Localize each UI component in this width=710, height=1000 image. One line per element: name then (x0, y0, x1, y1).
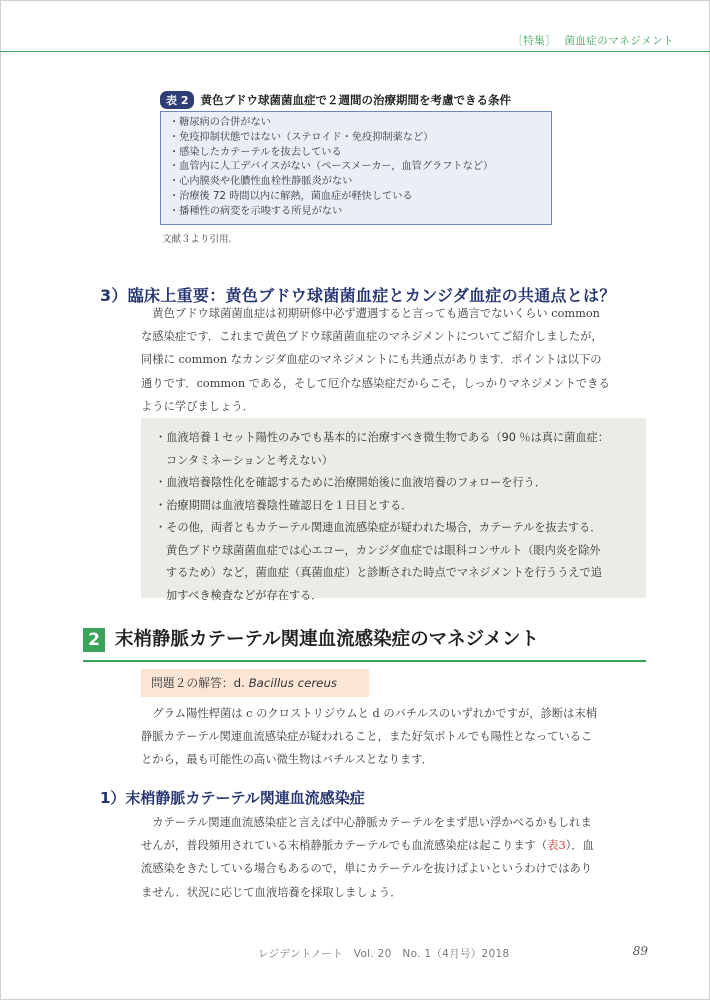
text-line: な感染症です．これまで黄色ブドウ球菌菌血症のマネジメントについてご紹介しましたが， (141, 330, 603, 344)
table-reference-link[interactable]: 表3 (547, 839, 566, 853)
page-number: 89 (632, 944, 648, 958)
header-tag: ［特集］ (512, 35, 557, 47)
table-item: ・心内膜炎や化膿性血栓性静脈炎がない (169, 176, 353, 188)
key-point-line: 黄色ブドウ球菌菌血症では心エコー，カンジダ血症では眼科コンサルト（眼内炎を除外 (166, 543, 601, 557)
table-item: ・糖尿病の合併がない (169, 117, 271, 128)
key-point-line: コンタミネーションと考えない） (166, 453, 333, 467)
key-point (155, 427, 646, 472)
key-point-line: ・その他，両者ともカテーテル関連血流感染症が疑われた場合，カテーテルを抜去する． (155, 521, 602, 534)
table-caption (160, 91, 511, 109)
key-point-line: するため）など，菌血症（真菌血症）と診断された時点でマネジメントを行ううえで追 (166, 566, 602, 579)
key-point (155, 517, 646, 607)
text-line: カテーテル関連血流感染症と言えば中心静脈カテーテルをまず思い浮かべるかもしれま (141, 816, 592, 829)
text-line: ません．状況に応じて血液培養を採取しましょう． (141, 885, 402, 899)
table-item: ・治療後 72 時間以内に解熱，菌血症が軽快している (169, 190, 413, 202)
table-item: ・血管内に人工デバイスがない（ペースメーカー，血管グラフトなど） (169, 161, 494, 173)
section-number-badge: 2 (83, 628, 105, 652)
answer-prefix: 問題２の解答：d. (151, 676, 249, 690)
text-line: 同様に common なカンジダ血症のマネジメントにも共通点があります．ポイントは以下の (141, 353, 602, 367)
section-heading-3: 3）臨床上重要：黄色ブドウ球菌菌血症とカンジダ血症の共通点とは？ (100, 286, 616, 305)
paragraph-answer (141, 702, 646, 772)
key-point-line: ・治療期間は血液培養陰性確認日を１日目とする． (155, 498, 413, 512)
key-points-box (141, 418, 646, 602)
text-line: 通りです．common である，そして厄介な感染症だからこそ，しっかりマネジメントできる (141, 376, 610, 390)
header-rule (0, 51, 710, 52)
text-line (141, 834, 646, 857)
answer-organism: Bacillus cereus (248, 676, 338, 690)
table-source: 文献３より引用. (162, 234, 232, 245)
answer-box (141, 669, 369, 697)
section-2-title: 末梢静脈カテーテル関連血流感染症のマネジメント (115, 629, 540, 650)
section-2-header (83, 626, 646, 662)
subsection-heading-1: 1）末梢静脈カテーテル関連血流感染症 (100, 789, 365, 807)
table-item: ・播種性の病変を示唆する所見がない (169, 205, 343, 217)
text-line: グラム陽性桿菌は c のクロストリジウムと d のバチルスのいずれかですが，診断は末梢 (141, 707, 598, 720)
text-line: とから，最も可能性の高い微生物はバチルスとなります． (141, 753, 433, 767)
paragraph-catheter (141, 811, 646, 904)
running-header (512, 33, 674, 48)
text-line: ように学びましょう． (141, 399, 254, 413)
table-box (160, 111, 552, 225)
key-point-line: 加すべき検査などが存在する． (166, 588, 323, 602)
text-fragment: ）．血 (565, 839, 594, 853)
table-item: ・免疫抑制状態ではない（ステロイド・免疫抑制薬など） (169, 131, 434, 143)
table-item: ・感染したカテーテルを抜去している (169, 146, 342, 158)
key-point-line: ・血液培養１セット陽性のみでも基本的に治療すべき微生物である（90 ％は真に菌血症： (155, 431, 609, 444)
key-point (155, 495, 646, 518)
footer-journal: レジデントノート Vol. 20 No. 1（4月号）2018 (258, 948, 510, 960)
header-title: 菌血症のマネジメント (564, 35, 674, 47)
table-caption-text: 黄色ブドウ球菌菌血症で２週間の治療期間を考慮できる条件 (200, 93, 511, 107)
text-line: 黄色ブドウ球菌菌血症は初期研修中必ず遭遇すると言っても過言でないくらい common (141, 307, 600, 320)
text-fragment: せんが，普段頻用されている末梢静脈カテーテルでも血流感染症は起こります（ (141, 839, 548, 853)
text-line: 流感染をきたしている場合もあるので，単にカテーテルを抜けばよいというわけではあり (141, 862, 593, 876)
table-label: 表 2 (160, 91, 194, 109)
paragraph-intro (141, 302, 646, 418)
key-point (155, 472, 646, 495)
text-line: 静脈カテーテル関連血流感染症が疑われること，また好気ボトルでも陽性となっているこ (141, 730, 593, 744)
key-point-line: ・血液培養陰性化を確認するために治療開始後に血液培養のフォローを行う． (155, 476, 547, 489)
